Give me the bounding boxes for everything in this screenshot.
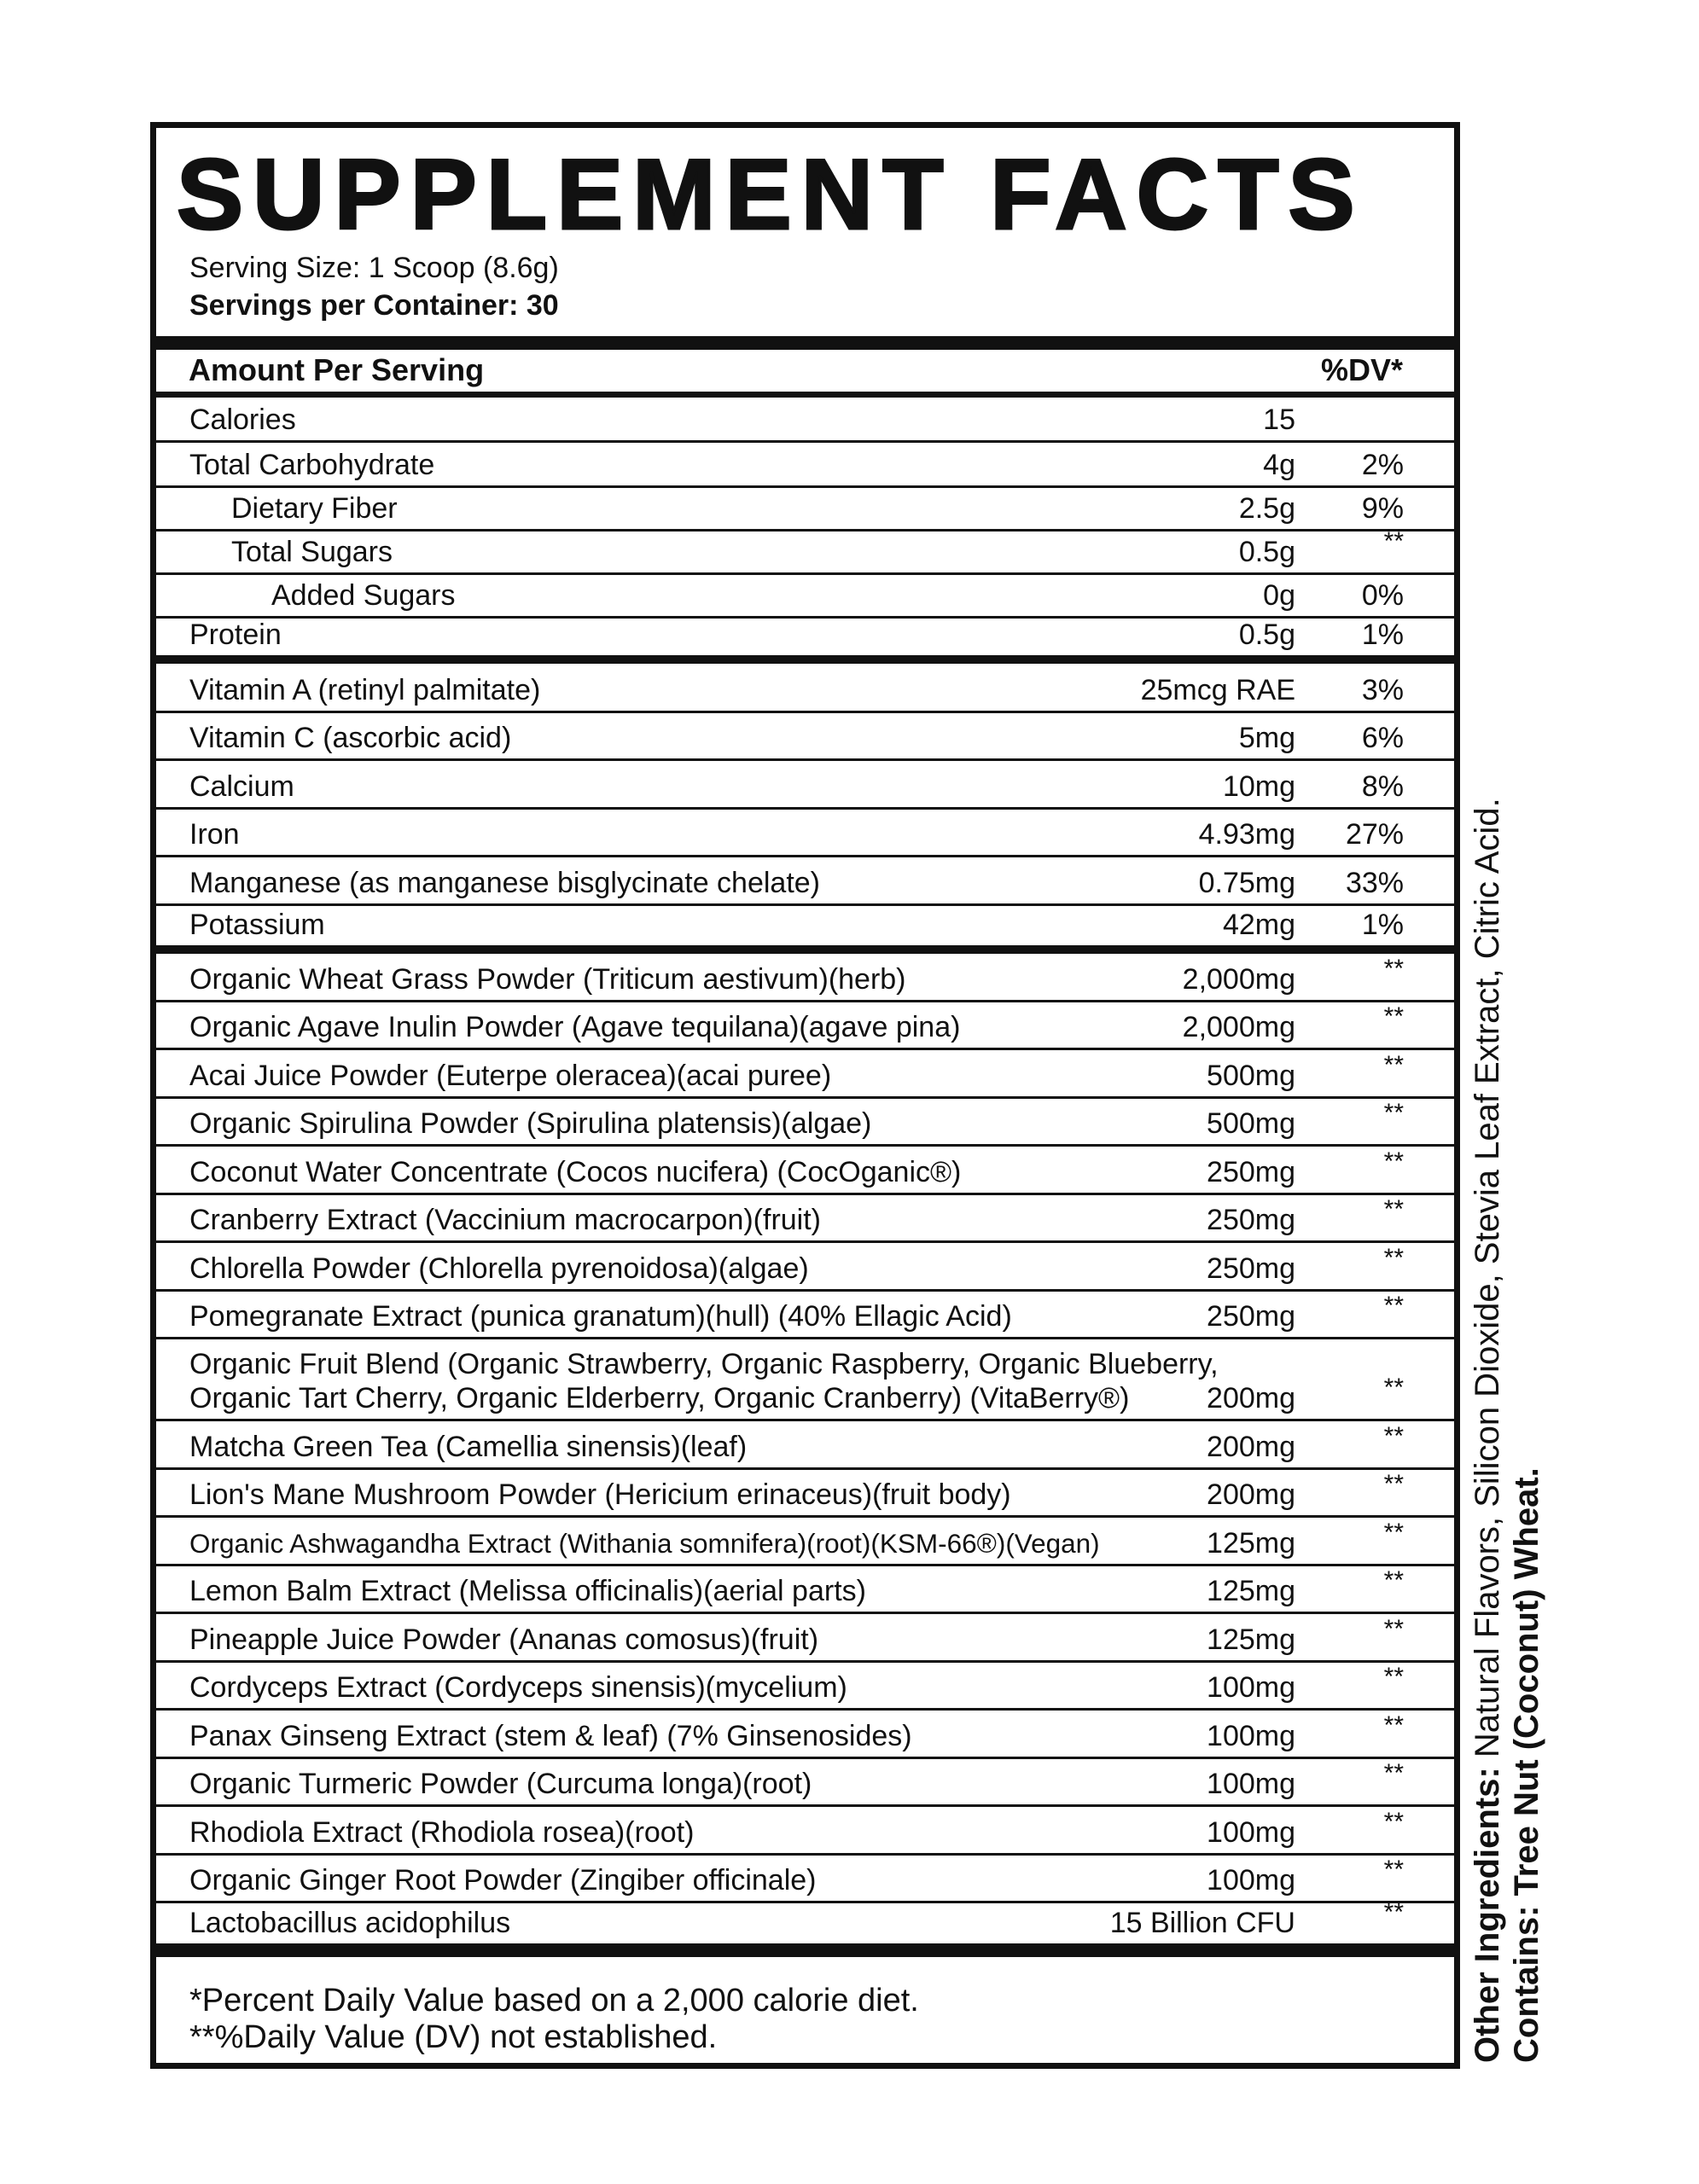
nutrient-row	[156, 1099, 1454, 1147]
nutrient-amount: 500mg	[1207, 1060, 1295, 1092]
nutrient-dv: 2%	[1361, 449, 1404, 481]
nutrient-row	[156, 527, 1454, 575]
nutrient-amount: 250mg	[1207, 1204, 1295, 1236]
nutrient-amount: 42mg	[1222, 909, 1295, 941]
nutrient-name: Cranberry Extract (Vaccinium macrocarpon)(fruit)	[189, 1204, 821, 1236]
amount-header-row	[156, 336, 1454, 398]
nutrient-row	[156, 443, 1454, 488]
nutrient-amount: 125mg	[1207, 1623, 1295, 1656]
nutrient-dv: **	[1383, 527, 1404, 555]
nutrient-name: Acai Juice Powder (Euterpe oleracea)(acai puree)	[189, 1060, 832, 1092]
nutrient-dv: **	[1383, 1147, 1404, 1176]
nutrient-dv: **	[1383, 1374, 1404, 1402]
nutrient-amount: 10mg	[1222, 770, 1295, 803]
nutrient-amount: 250mg	[1207, 1300, 1295, 1333]
nutrient-dv: 0%	[1361, 579, 1404, 612]
nutrient-amount: 100mg	[1207, 1720, 1295, 1752]
nutrient-dv: **	[1383, 1898, 1404, 1926]
supplement-facts-panel	[150, 122, 1460, 2069]
nutrient-amount: 4.93mg	[1198, 818, 1295, 851]
nutrient-amount: 250mg	[1207, 1252, 1295, 1285]
nutrient-name: Dietary Fiber	[231, 492, 398, 525]
nutrient-dv: **	[1383, 1470, 1404, 1498]
side-ingredients-text	[1468, 698, 1570, 2063]
nutrient-amount: 15	[1263, 404, 1295, 436]
nutrient-amount: 0.5g	[1238, 536, 1295, 568]
nutrient-table	[156, 398, 1454, 1957]
amount-per-serving-label: Amount Per Serving	[189, 352, 485, 387]
nutrient-dv: **	[1383, 1808, 1404, 1836]
nutrient-name: Organic Ginger Root Powder (Zingiber officinale)	[189, 1864, 817, 1896]
nutrient-name: Organic Turmeric Powder (Curcuma longa)(root)	[189, 1768, 812, 1800]
nutrient-dv: 3%	[1361, 674, 1404, 706]
nutrient-name: Pineapple Juice Powder (Ananas comosus)(fruit)	[189, 1623, 819, 1656]
nutrient-name: Coconut Water Concentrate (Cocos nucifera) (CocOganic®)	[189, 1156, 962, 1188]
nutrient-name: Total Carbohydrate	[189, 449, 435, 481]
nutrient-dv: 6%	[1361, 722, 1404, 754]
nutrient-row	[156, 1050, 1454, 1099]
nutrient-amount: 0.75mg	[1198, 867, 1295, 899]
nutrient-name: Total Sugars	[231, 536, 393, 568]
nutrient-row	[156, 1292, 1454, 1339]
dv-header-label: %DV*	[1320, 352, 1403, 387]
other-ingredients-text: Natural Flavors, Silicon Dioxide, Stevia Leaf Extract, Citric Acid.	[1469, 798, 1506, 1768]
nutrient-dv: **	[1383, 1615, 1404, 1643]
nutrient-row	[156, 1243, 1454, 1292]
nutrient-dv: **	[1383, 1195, 1404, 1223]
nutrient-amount: 100mg	[1207, 1768, 1295, 1800]
nutrient-name: Potassium	[189, 909, 325, 941]
nutrient-row	[156, 810, 1454, 857]
nutrient-row	[156, 954, 1454, 1002]
nutrient-row	[156, 619, 1454, 664]
nutrient-row	[156, 857, 1454, 906]
contains-line	[1507, 698, 1546, 2063]
nutrient-amount: 4g	[1263, 449, 1295, 481]
nutrient-amount: 200mg	[1207, 1382, 1295, 1414]
nutrient-name: Protein	[189, 619, 282, 651]
nutrient-row	[156, 1518, 1454, 1566]
nutrient-row	[156, 1195, 1454, 1243]
nutrient-amount: 125mg	[1207, 1575, 1295, 1607]
nutrient-row	[156, 1147, 1454, 1195]
nutrient-amount: 2,000mg	[1182, 1011, 1295, 1043]
nutrient-dv: **	[1383, 1566, 1404, 1594]
other-ingredients-label: Other Ingredients:	[1469, 1767, 1506, 2063]
nutrient-row	[156, 398, 1454, 443]
nutrient-dv: 9%	[1361, 492, 1404, 525]
footnote-not-established: **%Daily Value (DV) not established.	[189, 2019, 718, 2055]
nutrient-dv: **	[1383, 1856, 1404, 1884]
nutrient-dv: 1%	[1361, 619, 1404, 651]
other-ingredients-line	[1468, 698, 1507, 2063]
nutrient-row	[156, 1339, 1454, 1421]
nutrient-amount: 0.5g	[1238, 619, 1295, 651]
nutrient-dv: 8%	[1361, 770, 1404, 803]
nutrient-name: Organic Ashwagandha Extract (Withania somnifera)(root)(KSM-66®)(Vegan)	[189, 1528, 1100, 1559]
nutrient-name: Lion's Mane Mushroom Powder (Hericium erinaceus)(fruit body)	[189, 1478, 1011, 1511]
nutrient-amount: 200mg	[1207, 1478, 1295, 1511]
nutrient-row	[156, 1663, 1454, 1711]
nutrient-amount: 25mcg RAE	[1140, 674, 1295, 706]
nutrient-row	[156, 1856, 1454, 1903]
nutrient-name: Iron	[189, 818, 240, 851]
nutrient-name: Pomegranate Extract (punica granatum)(hull) (40% Ellagic Acid)	[189, 1300, 1012, 1333]
nutrient-name: Manganese (as manganese bisglycinate chelate)	[189, 867, 821, 899]
nutrient-name: Organic Wheat Grass Powder (Triticum aestivum)(herb)	[189, 963, 906, 996]
nutrient-amount: 200mg	[1207, 1431, 1295, 1463]
nutrient-dv: **	[1383, 1759, 1404, 1787]
nutrient-dv: **	[1383, 1051, 1404, 1079]
nutrient-row	[156, 713, 1454, 761]
nutrient-dv: **	[1383, 1711, 1404, 1740]
nutrient-amount: 100mg	[1207, 1671, 1295, 1704]
nutrient-row	[156, 1470, 1454, 1518]
nutrient-dv: 1%	[1361, 909, 1404, 941]
nutrient-name	[189, 1347, 1219, 1415]
nutrient-name: Vitamin A (retinyl palmitate)	[189, 674, 541, 706]
nutrient-name: Rhodiola Extract (Rhodiola rosea)(root)	[189, 1816, 695, 1849]
nutrient-name: Added Sugars	[271, 579, 456, 612]
nutrient-name-line-1: Organic Fruit Blend (Organic Strawberry, Organic Raspberry, Organic Blueberry,	[189, 1348, 1219, 1380]
nutrient-name-line-2: Organic Tart Cherry, Organic Elderberry, Organic Cranberry) (VitaBerry®)	[189, 1382, 1130, 1414]
nutrient-amount: 2.5g	[1238, 492, 1295, 525]
footnote-dv: *Percent Daily Value based on a 2,000 calorie diet.	[189, 1983, 919, 2018]
nutrient-name: Panax Ginseng Extract (stem & leaf) (7% Ginsenosides)	[189, 1720, 912, 1752]
nutrient-row	[156, 1614, 1454, 1663]
nutrient-row	[156, 1711, 1454, 1759]
nutrient-row	[156, 575, 1454, 619]
nutrient-amount: 500mg	[1207, 1107, 1295, 1140]
serving-size: Serving Size: 1 Scoop (8.6g)	[189, 252, 559, 284]
nutrient-dv: **	[1383, 1292, 1404, 1320]
nutrient-dv: **	[1383, 1002, 1404, 1031]
nutrient-row	[156, 1759, 1454, 1807]
panel-title: SUPPLEMENT FACTS	[177, 138, 1364, 250]
nutrient-row	[156, 1807, 1454, 1856]
nutrient-amount: 5mg	[1238, 722, 1295, 754]
servings-per-container: Servings per Container: 30	[189, 289, 559, 322]
nutrient-name: Lactobacillus acidophilus	[189, 1907, 511, 1939]
nutrient-dv: 33%	[1345, 867, 1404, 899]
nutrient-row	[156, 1421, 1454, 1470]
nutrient-row	[156, 1002, 1454, 1050]
nutrient-dv: **	[1383, 1099, 1404, 1127]
contains-label: Contains: Tree Nut (Coconut) Wheat.	[1508, 1467, 1545, 2063]
nutrient-name: Vitamin C (ascorbic acid)	[189, 722, 512, 754]
nutrient-dv: **	[1383, 1663, 1404, 1691]
nutrient-name: Cordyceps Extract (Cordyceps sinensis)(mycelium)	[189, 1671, 847, 1704]
nutrient-name: Chlorella Powder (Chlorella pyrenoidosa)(algae)	[189, 1252, 809, 1285]
nutrient-amount: 0g	[1263, 579, 1295, 612]
nutrient-dv: **	[1383, 1244, 1404, 1272]
nutrient-row	[156, 664, 1454, 713]
nutrient-row	[156, 906, 1454, 954]
nutrient-name: Calories	[189, 404, 296, 436]
nutrient-row	[156, 761, 1454, 810]
nutrient-amount: 125mg	[1207, 1527, 1295, 1560]
nutrient-amount: 2,000mg	[1182, 963, 1295, 996]
nutrient-amount: 100mg	[1207, 1816, 1295, 1849]
nutrient-dv: **	[1383, 1422, 1404, 1450]
nutrient-name: Calcium	[189, 770, 294, 803]
nutrient-name: Organic Spirulina Powder (Spirulina platensis)(algae)	[189, 1107, 872, 1140]
nutrient-name: Matcha Green Tea (Camellia sinensis)(leaf)	[189, 1431, 748, 1463]
nutrient-amount: 100mg	[1207, 1864, 1295, 1896]
nutrient-dv: **	[1383, 955, 1404, 983]
nutrient-name: Organic Agave Inulin Powder (Agave tequilana)(agave pina)	[189, 1011, 961, 1043]
nutrient-row	[156, 488, 1454, 531]
nutrient-row	[156, 1566, 1454, 1614]
nutrient-row	[156, 1898, 1454, 1957]
nutrient-amount: 250mg	[1207, 1156, 1295, 1188]
nutrient-dv: 27%	[1345, 818, 1404, 851]
nutrient-dv: **	[1383, 1519, 1404, 1547]
nutrient-name: Lemon Balm Extract (Melissa officinalis)(aerial parts)	[189, 1575, 866, 1607]
nutrient-amount: 15 Billion CFU	[1109, 1907, 1295, 1939]
